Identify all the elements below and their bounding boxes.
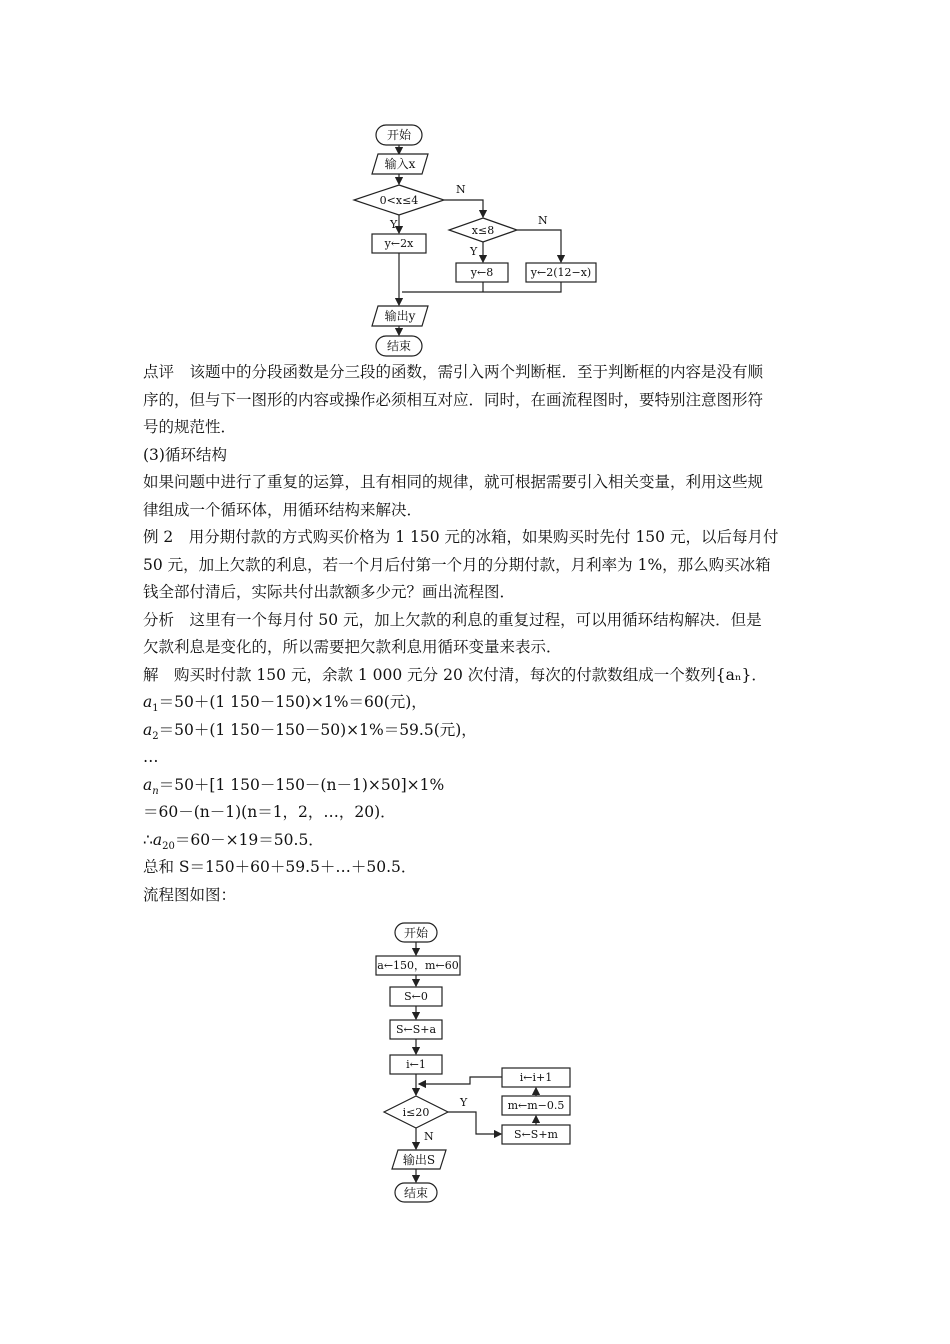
a20-var: a	[152, 830, 163, 849]
loop-decision-yes: Y	[460, 1096, 468, 1109]
flowchart-loop	[370, 918, 590, 1208]
s-add-m-label: S←S+m	[514, 1128, 558, 1141]
therefore-symbol: ∴	[143, 830, 153, 849]
example-line-1: 例 2 用分期付款的方式购买价格为 1 150 元的冰箱，如果购买时先付 150 元，以后每月付	[143, 528, 779, 546]
loop-decision-no: N	[424, 1130, 434, 1143]
a20-expr: ＝60－×19＝50.5．	[174, 830, 324, 849]
s-add-a-label: S←S+a	[395, 1023, 437, 1036]
inc-i-label: i←i+1	[519, 1071, 553, 1084]
flow-intro: 流程图如图：	[143, 885, 237, 904]
an-var: a	[143, 775, 153, 794]
example-line-2: 50 元，加上欠款的利息，若一个月后付第一个月的分期付款，月利率为 1%，那么购买冰箱	[143, 555, 771, 574]
analysis-line-2: 欠款利息是变化的，所以需要把欠款利息用循环变量来表示．	[143, 638, 562, 656]
i-one-label: i←1	[406, 1058, 426, 1071]
a20-line	[143, 827, 823, 855]
s-zero-label: S←0	[404, 990, 428, 1003]
input-label: 输入x	[384, 157, 416, 171]
solution-line: 解 购买时付款 150 元，余款 1 000 元分 20 次付清，每次的付款数组成一个数列{aₙ}．	[143, 665, 767, 684]
end-label: 结束	[386, 339, 412, 353]
assign-3-label: y←2(12−x)	[530, 266, 592, 279]
a2-sub: 2	[152, 730, 159, 742]
an-line	[143, 772, 823, 800]
loop-line-1: 如果问题中进行了重复的运算，且有相同的规律，就可根据需要引入相关变量，利用这些规	[143, 473, 764, 491]
assign-2-label: y←8	[470, 266, 494, 279]
a20-sub: 20	[162, 840, 175, 852]
an-expr: ＝50＋[1 150－150－(n－1)×50]×1%	[158, 775, 445, 794]
comment-line-1: 点评 该题中的分段函数是分三段的函数，需引入两个判断框．至于判断框的内容是没有顺	[143, 363, 764, 381]
a1-sub: 1	[152, 703, 159, 715]
end-label-2: 结束	[403, 1186, 429, 1200]
flowchart-piecewise	[340, 118, 620, 358]
init-label: a←150，m←60	[377, 959, 459, 972]
a1-expr: ＝50＋(1 150－150)×1%＝60(元)，	[158, 693, 427, 711]
a2-expr: ＝50＋(1 150－150－50)×1%＝59.5(元)，	[158, 720, 477, 739]
decision-2-yes: Y	[470, 245, 478, 258]
decision-1-yes: Y	[390, 218, 398, 231]
decision-2-no: N	[538, 214, 548, 227]
output-label-2: 输出S	[402, 1153, 436, 1167]
dots-line: …	[143, 748, 159, 766]
body-text	[143, 359, 823, 909]
assign-1-label: y←2x	[384, 237, 414, 250]
output-label: 输出y	[384, 309, 416, 323]
start-label-2: 开始	[403, 926, 429, 940]
section-title: (3)循环结构	[143, 445, 227, 464]
example-line-3: 钱全部付清后，实际共付出款额多少元？画出流程图．	[143, 583, 516, 601]
comment-line-2: 序的，但与下一图形的内容或操作必须相互对应．同时，在画流程图时，要特别注意图形符	[143, 390, 764, 409]
an-line-2: ＝60－(n－1)(n＝1，2，…，20)．	[143, 803, 396, 821]
a2-var: a	[143, 720, 153, 739]
decision-2-label: x≤8	[471, 224, 495, 237]
an-sub: n	[152, 785, 159, 797]
dec-m-label: m←m−0.5	[507, 1099, 565, 1112]
a1-line	[143, 689, 823, 717]
loop-line-2: 律组成一个循环体，用循环结构来解决．	[143, 500, 423, 519]
decision-1-no: N	[456, 183, 466, 196]
comment-line-3: 号的规范性．	[143, 418, 237, 436]
start-label: 开始	[386, 128, 412, 142]
sum-line: 总和 S＝150＋60＋59.5＋…＋50.5．	[143, 858, 417, 876]
decision-1-label: 0<x≤4	[379, 194, 419, 207]
a1-var: a	[143, 693, 153, 711]
a2-line	[143, 717, 823, 745]
loop-decision-label: i≤20	[402, 1106, 430, 1119]
analysis-line-1: 分析 这里有一个每月付 50 元，加上欠款的利息的重复过程，可以用循环结构解决．但是	[143, 610, 762, 629]
